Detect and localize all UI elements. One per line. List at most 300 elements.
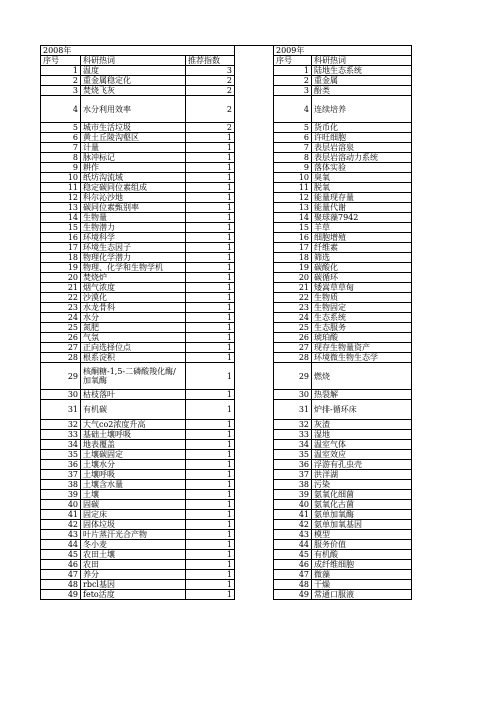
right-topic-cell: 表层岩溶泉	[312, 143, 412, 153]
table-row	[41, 163, 412, 173]
left-topic-cell: 水龙骨科	[81, 303, 186, 313]
right-seq-cell: 21	[274, 283, 312, 293]
left-topic-cell: 生物潜力	[81, 223, 186, 233]
table-row	[41, 123, 412, 133]
table-row	[41, 183, 412, 193]
left-seq-cell: 48	[41, 580, 81, 590]
left-seq-cell: 36	[41, 460, 81, 470]
table-row	[41, 343, 412, 353]
right-seq-cell: 36	[274, 460, 312, 470]
right-seq-cell: 43	[274, 530, 312, 540]
year-row	[41, 46, 412, 56]
table-row	[41, 313, 412, 323]
left-topic-cell: 农田土壤	[81, 550, 186, 560]
right-topic-cell: 热裂解	[312, 390, 412, 400]
gap-cell	[235, 363, 274, 390]
left-count-cell: 1	[186, 390, 235, 400]
table-row	[41, 570, 412, 580]
left-seq-cell: 30	[41, 390, 81, 400]
right-seq-cell: 39	[274, 490, 312, 500]
table-row	[41, 86, 412, 96]
table-row	[41, 450, 412, 460]
table-row	[41, 333, 412, 343]
right-topic-cell: 脱氧	[312, 183, 412, 193]
right-seq-cell: 10	[274, 173, 312, 183]
left-topic-cell: 重金属稳定化	[81, 76, 186, 86]
left-seq-cell: 47	[41, 570, 81, 580]
gap-cell	[235, 450, 274, 460]
left-count-cell: 1	[186, 490, 235, 500]
left-topic-cell: 沙漠化	[81, 293, 186, 303]
gap-cell	[235, 203, 274, 213]
left-seq-cell: 23	[41, 303, 81, 313]
right-topic-cell: 连续培养	[312, 96, 412, 123]
left-topic-cell: 氮肥	[81, 323, 186, 333]
left-count-cell: 2	[186, 86, 235, 96]
gap-cell	[235, 263, 274, 273]
right-topic-cell: 洪洋湖	[312, 470, 412, 480]
table-row	[41, 66, 412, 76]
left-seq-cell: 26	[41, 333, 81, 343]
left-count-cell: 1	[186, 333, 235, 343]
left-count-cell: 2	[186, 96, 235, 123]
table-row	[41, 153, 412, 163]
left-topic-cell: 土壤含水量	[81, 480, 186, 490]
right-seq-cell: 49	[274, 590, 312, 600]
left-count-cell: 2	[186, 123, 235, 133]
right-topic-cell: 环境微生物生态学	[312, 353, 412, 363]
table-row	[41, 303, 412, 313]
gap-cell	[235, 550, 274, 560]
left-count-cell: 1	[186, 213, 235, 223]
gap-cell	[235, 163, 274, 173]
right-seq-cell: 1	[274, 66, 312, 76]
gap-cell	[235, 173, 274, 183]
table-row	[41, 203, 412, 213]
year-2008-label: 2008年	[41, 46, 235, 56]
left-topic-cell: 水分	[81, 313, 186, 323]
left-seq-cell: 27	[41, 343, 81, 353]
left-seq-cell: 2	[41, 76, 81, 86]
right-seq-cell: 44	[274, 540, 312, 550]
gap-cell	[235, 430, 274, 440]
right-topic-cell: 氨单加氧酶	[312, 510, 412, 520]
left-seq-cell: 38	[41, 480, 81, 490]
left-seq-cell: 11	[41, 183, 81, 193]
left-seq-cell: 46	[41, 560, 81, 570]
right-topic-cell: 聚球藻7942	[312, 213, 412, 223]
left-topic-cell: 冬小麦	[81, 540, 186, 550]
right-seq-cell: 22	[274, 293, 312, 303]
right-topic-cell: 有机酸	[312, 550, 412, 560]
left-topic-cell: 科尔沁沙地	[81, 193, 186, 203]
table-row	[41, 590, 412, 600]
keyword-table	[40, 45, 412, 600]
left-seq-cell: 35	[41, 450, 81, 460]
left-topic-cell: 固碳	[81, 500, 186, 510]
right-seq-cell: 42	[274, 520, 312, 530]
left-topic-cell: 碳同位素甄别率	[81, 203, 186, 213]
right-seq-cell: 14	[274, 213, 312, 223]
right-topic-cell: 碳循环	[312, 273, 412, 283]
left-topic-cell: 计量	[81, 143, 186, 153]
right-topic-cell: 货币化	[312, 123, 412, 133]
left-topic-cell: 生物量	[81, 213, 186, 223]
gap-cell	[235, 223, 274, 233]
header-row	[41, 56, 412, 66]
left-seq-cell: 44	[41, 540, 81, 550]
table-row	[41, 273, 412, 283]
right-seq-cell: 5	[274, 123, 312, 133]
left-seq-cell: 24	[41, 313, 81, 323]
gap-cell	[235, 56, 274, 66]
table-row	[41, 580, 412, 590]
table-row	[41, 400, 412, 420]
right-seq-cell: 38	[274, 480, 312, 490]
right-seq-cell: 30	[274, 390, 312, 400]
gap-cell	[235, 490, 274, 500]
right-seq-cell: 37	[274, 470, 312, 480]
left-topic-cell: 气氛	[81, 333, 186, 343]
left-count-cell: 2	[186, 76, 235, 86]
right-seq-cell: 15	[274, 223, 312, 233]
left-count-cell: 1	[186, 440, 235, 450]
right-topic-cell: 陆地生态系统	[312, 66, 412, 76]
right-topic-cell: 生态系统	[312, 313, 412, 323]
gap-cell	[235, 540, 274, 550]
left-count-cell: 1	[186, 263, 235, 273]
left-seq-cell: 5	[41, 123, 81, 133]
header-seq-left: 序号	[41, 56, 81, 66]
left-seq-cell: 10	[41, 173, 81, 183]
gap-cell	[235, 76, 274, 86]
table-row	[41, 283, 412, 293]
table-row	[41, 430, 412, 440]
right-topic-cell: 矮嵩草草甸	[312, 283, 412, 293]
gap-cell	[235, 46, 274, 56]
right-seq-cell: 33	[274, 430, 312, 440]
gap-cell	[235, 66, 274, 76]
left-topic-cell: feto活度	[81, 590, 186, 600]
left-count-cell: 1	[186, 133, 235, 143]
left-seq-cell: 21	[41, 283, 81, 293]
left-count-cell: 1	[186, 203, 235, 213]
table-row	[41, 520, 412, 530]
right-seq-cell: 41	[274, 510, 312, 520]
left-topic-cell: 固体垃圾	[81, 520, 186, 530]
left-topic-cell: 核酮糖-1,5-二磷酸羧化酶/加氧酶	[81, 363, 186, 390]
left-topic-cell: 有机碳	[81, 400, 186, 420]
right-seq-cell: 7	[274, 143, 312, 153]
left-count-cell: 1	[186, 313, 235, 323]
left-seq-cell: 15	[41, 223, 81, 233]
table-row	[41, 550, 412, 560]
header-topic-left: 科研热词	[81, 56, 186, 66]
left-count-cell: 1	[186, 283, 235, 293]
left-count-cell: 1	[186, 363, 235, 390]
left-seq-cell: 43	[41, 530, 81, 540]
gap-cell	[235, 303, 274, 313]
right-topic-cell: 筛选	[312, 253, 412, 263]
left-seq-cell: 25	[41, 323, 81, 333]
right-seq-cell: 35	[274, 450, 312, 460]
gap-cell	[235, 353, 274, 363]
table-row	[41, 560, 412, 570]
table-row	[41, 223, 412, 233]
left-count-cell: 1	[186, 570, 235, 580]
gap-cell	[235, 243, 274, 253]
right-seq-cell: 12	[274, 193, 312, 203]
table-row	[41, 143, 412, 153]
table-row	[41, 293, 412, 303]
left-seq-cell: 14	[41, 213, 81, 223]
left-seq-cell: 8	[41, 153, 81, 163]
right-topic-cell: 现存生物量资产	[312, 343, 412, 353]
table-row	[41, 440, 412, 450]
right-topic-cell: 氨氧化古菌	[312, 500, 412, 510]
gap-cell	[235, 333, 274, 343]
right-topic-cell: 酚类	[312, 86, 412, 96]
left-seq-cell: 16	[41, 233, 81, 243]
left-seq-cell: 22	[41, 293, 81, 303]
right-topic-cell: 臭氧	[312, 173, 412, 183]
right-topic-cell: 能量现存量	[312, 193, 412, 203]
right-seq-cell: 4	[274, 96, 312, 123]
right-topic-cell: 生物质	[312, 293, 412, 303]
gap-cell	[235, 193, 274, 203]
right-topic-cell: 灰渣	[312, 420, 412, 430]
right-seq-cell: 6	[274, 133, 312, 143]
gap-cell	[235, 530, 274, 540]
right-seq-cell: 48	[274, 580, 312, 590]
left-topic-cell: 土壤呼吸	[81, 470, 186, 480]
table-row	[41, 213, 412, 223]
right-seq-cell: 17	[274, 243, 312, 253]
left-count-cell: 1	[186, 303, 235, 313]
right-seq-cell: 47	[274, 570, 312, 580]
gap-cell	[235, 343, 274, 353]
right-topic-cell: 氨单加氧基因	[312, 520, 412, 530]
header-topic-right: 科研热词	[312, 56, 412, 66]
left-seq-cell: 13	[41, 203, 81, 213]
left-count-cell: 1	[186, 470, 235, 480]
right-topic-cell: 湿地	[312, 430, 412, 440]
right-seq-cell: 16	[274, 233, 312, 243]
right-topic-cell: 温室气体	[312, 440, 412, 450]
left-seq-cell: 32	[41, 420, 81, 430]
table-row	[41, 243, 412, 253]
table-row	[41, 390, 412, 400]
left-topic-cell: 地表覆盖	[81, 440, 186, 450]
gap-cell	[235, 570, 274, 580]
right-topic-cell: 微藻	[312, 570, 412, 580]
left-count-cell: 1	[186, 253, 235, 263]
gap-cell	[235, 510, 274, 520]
left-seq-cell: 1	[41, 66, 81, 76]
left-topic-cell: 枯枝落叶	[81, 390, 186, 400]
left-count-cell: 1	[186, 590, 235, 600]
left-seq-cell: 4	[41, 96, 81, 123]
right-seq-cell: 34	[274, 440, 312, 450]
table-row	[41, 133, 412, 143]
gap-cell	[235, 293, 274, 303]
right-topic-cell: 服务价值	[312, 540, 412, 550]
right-topic-cell: 燃烧	[312, 363, 412, 390]
right-topic-cell: 能量代谢	[312, 203, 412, 213]
table-row	[41, 253, 412, 263]
right-topic-cell: 浮游有孔虫壳	[312, 460, 412, 470]
right-topic-cell: 炉排-循环床	[312, 400, 412, 420]
left-count-cell: 1	[186, 343, 235, 353]
right-seq-cell: 13	[274, 203, 312, 213]
right-seq-cell: 26	[274, 333, 312, 343]
left-topic-cell: 脉冲标记	[81, 153, 186, 163]
left-topic-cell: 温度	[81, 66, 186, 76]
table-row	[41, 480, 412, 490]
table-row	[41, 490, 412, 500]
gap-cell	[235, 323, 274, 333]
gap-cell	[235, 460, 274, 470]
left-count-cell: 1	[186, 163, 235, 173]
table-row	[41, 263, 412, 273]
left-count-cell: 1	[186, 153, 235, 163]
left-count-cell: 1	[186, 353, 235, 363]
right-seq-cell: 31	[274, 400, 312, 420]
gap-cell	[235, 153, 274, 163]
right-seq-cell: 40	[274, 500, 312, 510]
left-topic-cell: 固定床	[81, 510, 186, 520]
gap-cell	[235, 96, 274, 123]
right-topic-cell: 表层岩溶动力系统	[312, 153, 412, 163]
table-row	[41, 420, 412, 430]
right-topic-cell: 落体实验	[312, 163, 412, 173]
right-topic-cell: 生态服务	[312, 323, 412, 333]
right-seq-cell: 27	[274, 343, 312, 353]
right-topic-cell: 生物固定	[312, 303, 412, 313]
left-topic-cell: rbcl基因	[81, 580, 186, 590]
left-count-cell: 3	[186, 66, 235, 76]
left-count-cell: 1	[186, 550, 235, 560]
right-seq-cell: 20	[274, 273, 312, 283]
left-count-cell: 1	[186, 233, 235, 243]
table-row	[41, 323, 412, 333]
right-topic-cell: 羊草	[312, 223, 412, 233]
table-row	[41, 76, 412, 86]
right-topic-cell: 模型	[312, 530, 412, 540]
right-seq-cell: 46	[274, 560, 312, 570]
header-count-left: 推荐指数	[186, 56, 235, 66]
gap-cell	[235, 390, 274, 400]
left-count-cell: 1	[186, 480, 235, 490]
right-seq-cell: 2	[274, 76, 312, 86]
gap-cell	[235, 86, 274, 96]
table-row	[41, 460, 412, 470]
table-row	[41, 363, 412, 390]
left-topic-cell: 根系淀积	[81, 353, 186, 363]
table-row	[41, 193, 412, 203]
right-topic-cell: 细胞增殖	[312, 233, 412, 243]
left-seq-cell: 6	[41, 133, 81, 143]
left-count-cell: 1	[186, 420, 235, 430]
left-count-cell: 1	[186, 510, 235, 520]
left-count-cell: 1	[186, 580, 235, 590]
table-row	[41, 173, 412, 183]
left-topic-cell: 农田	[81, 560, 186, 570]
right-seq-cell: 45	[274, 550, 312, 560]
right-topic-cell: 干燥	[312, 580, 412, 590]
table-row	[41, 353, 412, 363]
table-row	[41, 510, 412, 520]
left-seq-cell: 33	[41, 430, 81, 440]
gap-cell	[235, 440, 274, 450]
gap-cell	[235, 480, 274, 490]
header-seq-right: 序号	[274, 56, 312, 66]
right-topic-cell: 氨氧化细菌	[312, 490, 412, 500]
left-count-cell: 1	[186, 530, 235, 540]
left-seq-cell: 31	[41, 400, 81, 420]
right-seq-cell: 29	[274, 363, 312, 390]
left-topic-cell: 土壤	[81, 490, 186, 500]
left-topic-cell: 纸坊沟流域	[81, 173, 186, 183]
gap-cell	[235, 420, 274, 430]
left-count-cell: 1	[186, 460, 235, 470]
left-count-cell: 1	[186, 560, 235, 570]
table-row	[41, 500, 412, 510]
right-topic-cell: 重金属	[312, 76, 412, 86]
gap-cell	[235, 143, 274, 153]
left-topic-cell: 烟气浓度	[81, 283, 186, 293]
left-topic-cell: 黄土丘陵沟壑区	[81, 133, 186, 143]
left-topic-cell: 土壤水分	[81, 460, 186, 470]
left-topic-cell: 环境科学	[81, 233, 186, 243]
left-seq-cell: 42	[41, 520, 81, 530]
left-seq-cell: 49	[41, 590, 81, 600]
left-topic-cell: 耕作	[81, 163, 186, 173]
left-topic-cell: 正向选择位点	[81, 343, 186, 353]
left-topic-cell: 焚烧飞灰	[81, 86, 186, 96]
left-topic-cell: 稳定碳同位素组成	[81, 183, 186, 193]
right-seq-cell: 9	[274, 163, 312, 173]
gap-cell	[235, 133, 274, 143]
left-seq-cell: 29	[41, 363, 81, 390]
right-topic-cell: 成纤维细胞	[312, 560, 412, 570]
left-seq-cell: 20	[41, 273, 81, 283]
left-seq-cell: 41	[41, 510, 81, 520]
gap-cell	[235, 273, 274, 283]
left-count-cell: 1	[186, 430, 235, 440]
right-seq-cell: 8	[274, 153, 312, 163]
left-count-cell: 1	[186, 273, 235, 283]
left-topic-cell: 环境生态因子	[81, 243, 186, 253]
right-seq-cell: 32	[274, 420, 312, 430]
left-seq-cell: 28	[41, 353, 81, 363]
table-row	[41, 96, 412, 123]
left-seq-cell: 45	[41, 550, 81, 560]
left-count-cell: 1	[186, 293, 235, 303]
left-topic-cell: 物理化学潜力	[81, 253, 186, 263]
gap-cell	[235, 500, 274, 510]
left-seq-cell: 12	[41, 193, 81, 203]
right-seq-cell: 23	[274, 303, 312, 313]
left-seq-cell: 39	[41, 490, 81, 500]
right-seq-cell: 25	[274, 323, 312, 333]
year-2009-label: 2009年	[274, 46, 412, 56]
left-count-cell: 1	[186, 223, 235, 233]
left-topic-cell: 大气co2浓度升高	[81, 420, 186, 430]
left-seq-cell: 9	[41, 163, 81, 173]
left-seq-cell: 17	[41, 243, 81, 253]
gap-cell	[235, 253, 274, 263]
